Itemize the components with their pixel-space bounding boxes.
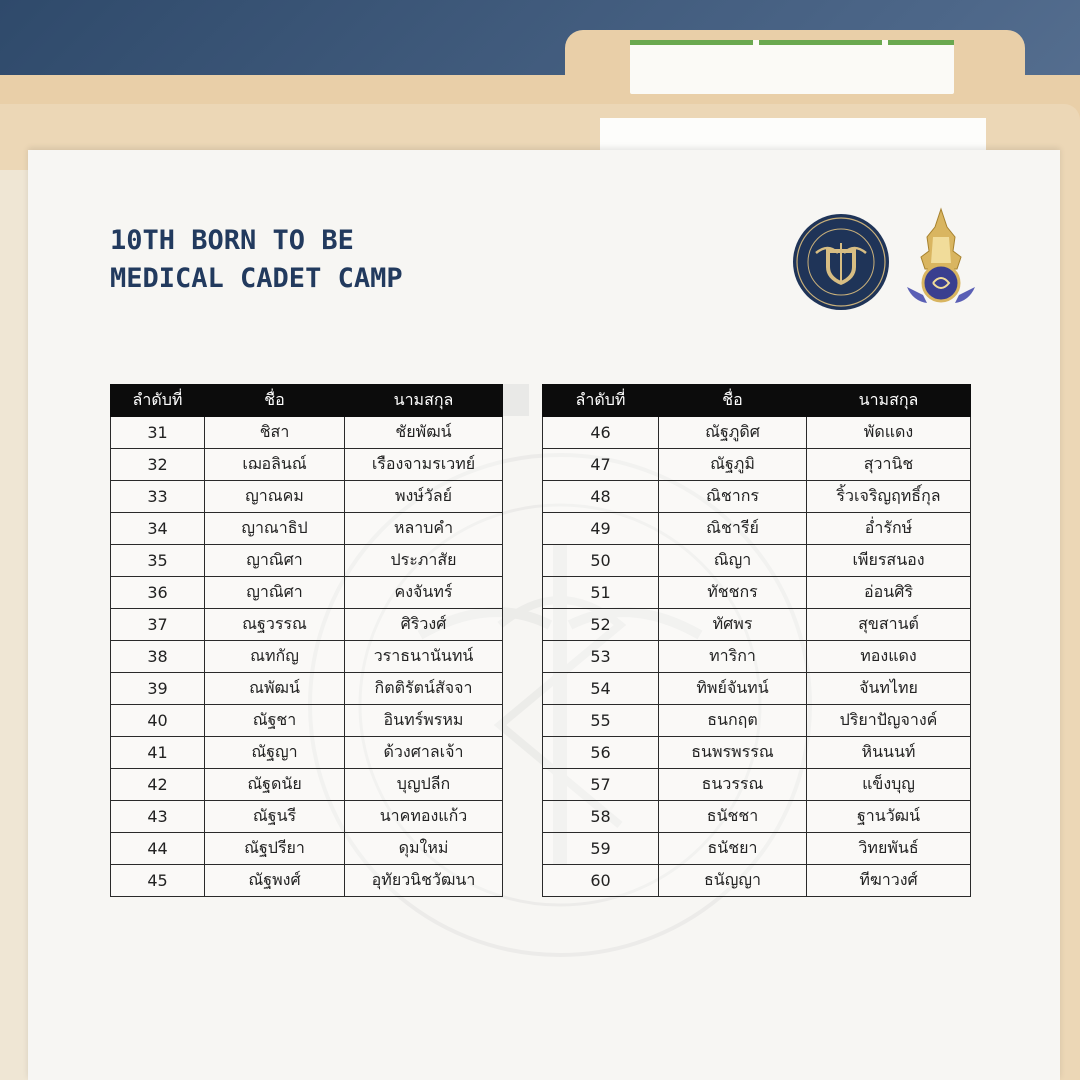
table-row [543, 833, 971, 865]
cell-last-name: นาคทองแก้ว [345, 801, 503, 833]
cell-order: 35 [111, 545, 205, 577]
cell-order: 48 [543, 481, 659, 513]
header-order: ลำดับที่ [111, 385, 205, 417]
cell-order: 42 [111, 769, 205, 801]
table-row [543, 481, 971, 513]
table-header-row [543, 385, 971, 417]
table-row [111, 449, 503, 481]
table-row [543, 801, 971, 833]
cell-last-name: ทองแดง [807, 641, 971, 673]
table-row [543, 417, 971, 449]
cell-first-name: ญาณาธิป [205, 513, 345, 545]
header-first-name: ชื่อ [659, 385, 807, 417]
cell-first-name: ณัฐพงศ์ [205, 865, 345, 897]
cell-first-name: ญาณคม [205, 481, 345, 513]
cell-first-name: ณัฐภูมิ [659, 449, 807, 481]
cell-last-name: สุขสานต์ [807, 609, 971, 641]
table-row [111, 513, 503, 545]
table-row [543, 449, 971, 481]
table-gap [503, 384, 529, 416]
cell-last-name: พงษ์วัลย์ [345, 481, 503, 513]
table-row [543, 513, 971, 545]
table-row [543, 865, 971, 897]
cell-last-name: วิทยพันธ์ [807, 833, 971, 865]
table-row [543, 609, 971, 641]
cell-order: 40 [111, 705, 205, 737]
cell-last-name: กิตติรัตน์สัจจา [345, 673, 503, 705]
table-row [111, 577, 503, 609]
cell-last-name: บุญปลีก [345, 769, 503, 801]
cell-last-name: พัดแดง [807, 417, 971, 449]
header-order: ลำดับที่ [543, 385, 659, 417]
cell-last-name: ฐานวัฒน์ [807, 801, 971, 833]
cell-first-name: ณิญา [659, 545, 807, 577]
cell-first-name: ญาณิศา [205, 577, 345, 609]
title-line-1: 10TH BORN TO BE [110, 225, 354, 256]
table-row [111, 641, 503, 673]
page-title [110, 222, 403, 298]
cell-order: 41 [111, 737, 205, 769]
cell-last-name: อุทัยวนิชวัฒนา [345, 865, 503, 897]
tab-stripe [759, 40, 882, 45]
table-row [543, 769, 971, 801]
cell-first-name: ณิชารีย์ [659, 513, 807, 545]
cell-first-name: ณทกัญ [205, 641, 345, 673]
cell-order: 59 [543, 833, 659, 865]
royal-emblem-icon [903, 207, 979, 309]
table-row [543, 641, 971, 673]
cell-first-name: ทิพย์จันทน์ [659, 673, 807, 705]
table-row [111, 737, 503, 769]
cell-last-name: สุวานิช [807, 449, 971, 481]
cell-last-name: เรืองจามรเวทย์ [345, 449, 503, 481]
cell-last-name: คงจันทร์ [345, 577, 503, 609]
cell-order: 58 [543, 801, 659, 833]
cell-first-name: ณัฐนรี [205, 801, 345, 833]
cell-order: 36 [111, 577, 205, 609]
cell-order: 46 [543, 417, 659, 449]
cell-last-name: ศิริวงศ์ [345, 609, 503, 641]
tab-stripe [630, 40, 753, 45]
cell-first-name: ณัฐชา [205, 705, 345, 737]
cell-last-name: อินทร์พรหม [345, 705, 503, 737]
cell-last-name: ชัยพัฒน์ [345, 417, 503, 449]
cell-order: 56 [543, 737, 659, 769]
cell-last-name: เพียรสนอง [807, 545, 971, 577]
cell-first-name: ณิชากร [659, 481, 807, 513]
cell-last-name: ริ้วเจริญฤทธิ์กุล [807, 481, 971, 513]
cell-order: 31 [111, 417, 205, 449]
cell-order: 33 [111, 481, 205, 513]
title-line-2: MEDICAL CADET CAMP [110, 263, 403, 294]
cell-order: 43 [111, 801, 205, 833]
table-row [111, 865, 503, 897]
table-row [111, 417, 503, 449]
cell-first-name: ทัศพร [659, 609, 807, 641]
cell-order: 34 [111, 513, 205, 545]
table-header-row [111, 385, 503, 417]
cell-last-name: หลาบคำ [345, 513, 503, 545]
cell-first-name: ณฐวรรณ [205, 609, 345, 641]
cell-first-name: ธนัชชา [659, 801, 807, 833]
table-row [543, 545, 971, 577]
table-row [111, 769, 503, 801]
cell-order: 55 [543, 705, 659, 737]
table-row [111, 705, 503, 737]
table-row [111, 609, 503, 641]
roster-table-right [542, 384, 971, 897]
cell-order: 32 [111, 449, 205, 481]
folder-tab-label [630, 40, 954, 94]
cell-last-name: อ่ำรักษ์ [807, 513, 971, 545]
header-first-name: ชื่อ [205, 385, 345, 417]
roster-table-left [110, 384, 503, 897]
cell-order: 49 [543, 513, 659, 545]
cell-last-name: ทีฆาวงศ์ [807, 865, 971, 897]
header-last-name: นามสกุล [345, 385, 503, 417]
cell-first-name: เฌอลินณ์ [205, 449, 345, 481]
cell-first-name: ชิสา [205, 417, 345, 449]
table-row [111, 801, 503, 833]
cell-first-name: ณัฐปรียา [205, 833, 345, 865]
cell-order: 52 [543, 609, 659, 641]
camp-logo-icon [792, 213, 890, 311]
cell-order: 44 [111, 833, 205, 865]
cell-order: 38 [111, 641, 205, 673]
header-last-name: นามสกุล [807, 385, 971, 417]
table-row [111, 673, 503, 705]
cell-order: 54 [543, 673, 659, 705]
cell-order: 51 [543, 577, 659, 609]
cell-order: 37 [111, 609, 205, 641]
cell-last-name: แข็งบุญ [807, 769, 971, 801]
cell-first-name: ณพัฒน์ [205, 673, 345, 705]
cell-order: 47 [543, 449, 659, 481]
table-row [543, 737, 971, 769]
cell-last-name: ดุมใหม่ [345, 833, 503, 865]
table-row [543, 577, 971, 609]
cell-first-name: ญาณิศา [205, 545, 345, 577]
cell-first-name: ณัฐภูดิศ [659, 417, 807, 449]
paper-edge [0, 170, 28, 1080]
table-row [543, 705, 971, 737]
cell-last-name: ปริยาปัญจางค์ [807, 705, 971, 737]
cell-order: 50 [543, 545, 659, 577]
table-row [111, 545, 503, 577]
cell-last-name: จันทไทย [807, 673, 971, 705]
cell-order: 45 [111, 865, 205, 897]
cell-last-name: ด้วงศาลเจ้า [345, 737, 503, 769]
table-row [543, 673, 971, 705]
cell-first-name: ณัฐญา [205, 737, 345, 769]
cell-order: 53 [543, 641, 659, 673]
cell-order: 57 [543, 769, 659, 801]
cell-order: 60 [543, 865, 659, 897]
cell-order: 39 [111, 673, 205, 705]
cell-first-name: ทาริกา [659, 641, 807, 673]
cell-first-name: ธนกฤต [659, 705, 807, 737]
cell-first-name: ธนัญญา [659, 865, 807, 897]
cell-last-name: หินนนท์ [807, 737, 971, 769]
table-row [111, 481, 503, 513]
cell-first-name: ธนัชยา [659, 833, 807, 865]
table-row [111, 833, 503, 865]
cell-first-name: ธนวรรณ [659, 769, 807, 801]
tab-stripe [888, 40, 954, 45]
cell-first-name: ณัฐดนัย [205, 769, 345, 801]
cell-last-name: ประภาสัย [345, 545, 503, 577]
cell-first-name: ธนพรพรรณ [659, 737, 807, 769]
cell-first-name: ทัชชกร [659, 577, 807, 609]
cell-last-name: อ่อนศิริ [807, 577, 971, 609]
cell-last-name: วราธนานันทน์ [345, 641, 503, 673]
